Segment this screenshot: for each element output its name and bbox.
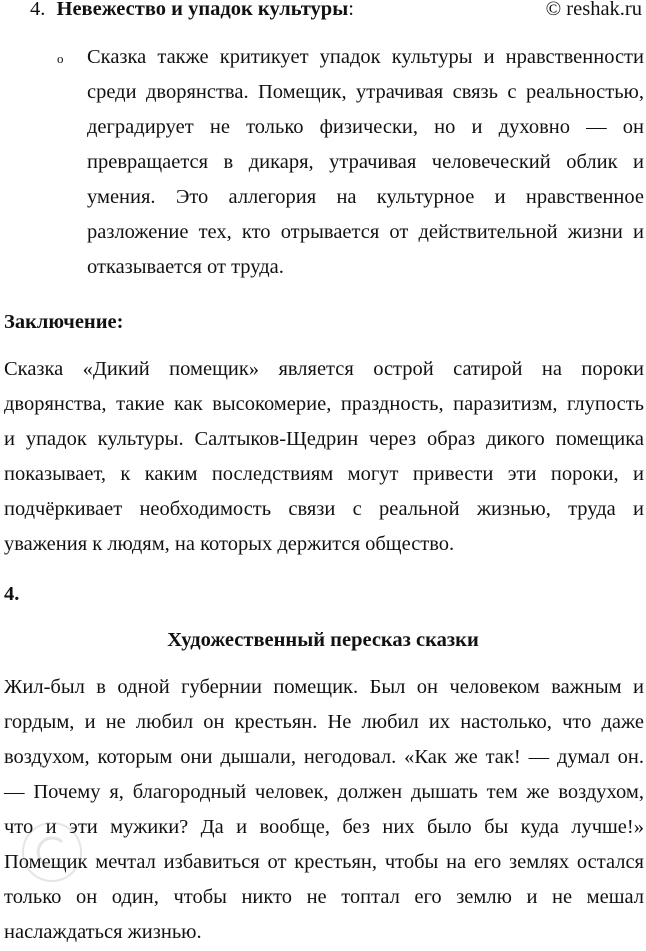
bullet-marker: o xyxy=(57,51,64,66)
text-line: воздухом, которым они дышали, негодовал. «Как же так! — думал он. xyxy=(4,746,644,768)
text-line: и упадок культуры. Салтыков-Щедрин через образ дикого помещика xyxy=(4,428,644,450)
text-line: Помещик мечтал избавиться от крестьян, чтобы на его землях остался xyxy=(4,851,644,873)
section-number-text: 4. xyxy=(4,583,20,605)
story-paragraph xyxy=(4,670,644,950)
section-title xyxy=(0,623,646,658)
text-line: превращается в дикаря, утрачивая человеческий облик и xyxy=(87,151,644,173)
text-line: показывает, к каким последствиям могут привести эти пороки, и xyxy=(4,463,644,485)
item-title: Невежество и упадок культуры xyxy=(56,0,349,20)
conclusion-heading xyxy=(4,305,123,340)
text-line: что и эти мужики? Да и вообще, без них было бы куда лучше!» xyxy=(4,816,644,838)
text-line: Жил-был в одной губернии помещик. Был он человеком важным и xyxy=(4,676,644,698)
text-line: уважения к людям, на которых держится общество. xyxy=(4,533,455,555)
text-line: разложение тех, кто отрывается от действительной жизни и xyxy=(87,221,644,243)
text-line: деградирует не только физически, но и духовно — он xyxy=(87,116,644,138)
text-line: Сказка «Дикий помещик» является острой сатирой на пороки xyxy=(4,358,644,380)
text-line: только он один, чтобы никто не топтал его землю и не мешал xyxy=(4,886,644,908)
item-number: 4. xyxy=(30,0,46,20)
copyright: © reshak.ru xyxy=(545,0,642,20)
text-line: гордым, и не любил он крестьян. Не любил их настолько, что даже xyxy=(4,711,644,733)
text-line: умения. Это аллегория на культурное и нравственное xyxy=(87,186,644,208)
text-line: — Почему я, благородный человек, должен дышать тем же воздухом, xyxy=(4,781,644,803)
text-line: подчёркивает необходимость связи с реальной жизнью, труда и xyxy=(4,498,644,520)
list-heading xyxy=(30,0,646,27)
text-line: Сказка также критикует упадок культуры и нравственности xyxy=(87,46,644,68)
bullet-paragraph xyxy=(87,40,644,285)
text-line: среди дворянства. Помещик, утрачивая связь с реальностью, xyxy=(87,81,644,103)
section-number xyxy=(4,577,19,612)
conclusion-paragraph xyxy=(4,352,644,562)
text-line: отказывается от труда. xyxy=(87,256,284,278)
item-colon: : xyxy=(348,0,354,20)
conclusion-heading-text: Заключение: xyxy=(4,311,124,333)
text-line: наслаждаться жизнью. xyxy=(4,921,202,943)
text-line: дворянства, такие как высокомерие, праздность, паразитизм, глупость xyxy=(4,393,644,415)
section-title-text: Художественный пересказ сказки xyxy=(167,629,479,651)
